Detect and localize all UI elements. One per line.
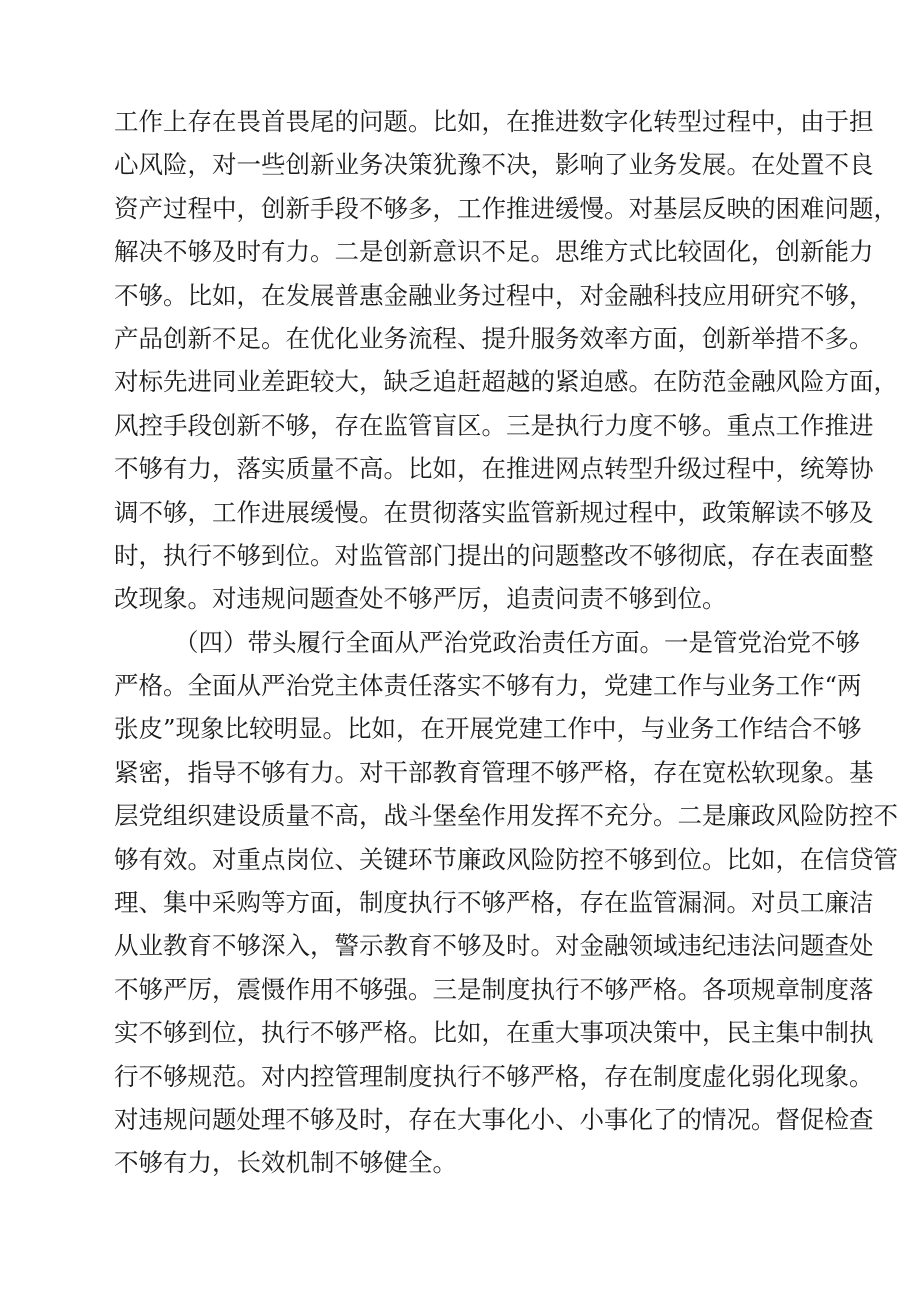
text-line: 工作上存在畏首畏尾的问题。比如，在推进数字化转型过程中，由于担: [114, 107, 874, 136]
text-line: 从业教育不够深入，警示教育不够及时。对金融领域违纪违法问题查处: [114, 931, 874, 961]
text-line: 不够严厉，震慑作用不够强。三是制度执行不够严格。各项规章制度落: [114, 974, 874, 1004]
text-line: 理、集中采购等方面，制度执行不够严格，存在监管漏洞。对员工廉洁: [114, 888, 874, 918]
text-line: 风控手段创新不够，存在监管盲区。三是执行力度不够。重点工作推进: [114, 410, 874, 440]
text-line: 产品创新不足。在优化业务流程、提升服务效率方面，创新举措不多。: [114, 323, 874, 353]
text-line: 时，执行不够到位。对监管部门提出的问题整改不够彻底，存在表面整: [114, 540, 874, 570]
text-line: 对标先进同业差距较大，缺乏追赶超越的紧迫感。在防范金融风险方面，: [114, 367, 898, 397]
text-line: 调不够，工作进展缓慢。在贯彻落实监管新规过程中，政策解读不够及: [114, 497, 874, 527]
text-line: 不够。比如，在发展普惠金融业务过程中，对金融科技应用研究不够，: [114, 280, 874, 310]
text-line: 实不够到位，执行不够严格。比如，在重大事项决策中，民主集中制执: [114, 1018, 874, 1048]
text-line: 改现象。对违规问题查处不够严厉，追责问责不够到位。: [114, 584, 727, 614]
text-line: 心风险，对一些创新业务决策犹豫不决，影响了业务发展。在处置不良: [114, 150, 874, 180]
body-text: [114, 100, 898, 1185]
text-line: 紧密，指导不够有力。对干部教育管理不够严格，存在宽松软现象。基: [114, 757, 874, 787]
text-line: 解决不够及时有力。二是创新意识不足。思维方式比较固化，创新能力: [114, 237, 874, 267]
text-line: 对违规问题处理不够及时，存在大事化小、小事化了的情况。督促检查: [114, 1104, 874, 1134]
text-line: 不够有力，长效机制不够健全。: [114, 1148, 457, 1178]
text-line: 资产过程中，创新手段不够多，工作推进缓慢。对基层反映的困难问题，: [114, 193, 898, 223]
text-line: 够有效。对重点岗位、关键环节廉政风险防控不够到位。比如，在信贷管: [114, 844, 898, 874]
text-line: 层党组织建设质量不高，战斗堡垒作用发挥不充分。二是廉政风险防控不: [114, 801, 898, 831]
text-line: 严格。全面从严治党主体责任落实不够有力，党建工作与业务工作“两: [114, 671, 862, 701]
text-line: 行不够规范。对内控管理制度执行不够严格，存在制度虚化弱化现象。: [114, 1061, 874, 1091]
text-line: 不够有力，落实质量不高。比如，在推进网点转型升级过程中，统筹协: [114, 454, 874, 484]
section-heading-line: （四）带头履行全面从严治党政治责任方面。一是管党治党不够: [174, 627, 860, 657]
text-line: 张皮”现象比较明显。比如，在开展党建工作中，与业务工作结合不够: [114, 714, 862, 744]
